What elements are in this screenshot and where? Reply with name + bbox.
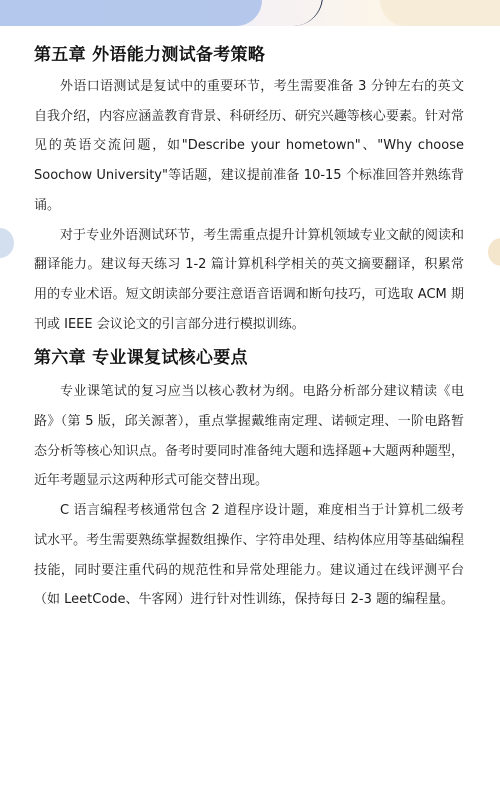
chapter-5-paragraph-1: 外语口语测试是复试中的重要环节，考生需要准备 3 分钟左右的英文自我介绍，内容应涵盖教育背景、科研经历、研究兴趣等核心要素。针对常见的英语交流问题，如"Describe your hometown"、"Why choose Soochow University"等话题，建议提前准备 10-15 个标准回答并熟练背诵。 [34,79,464,213]
chapter-6-paragraph-2: C 语言编程考核通常包含 2 道程序设计题，难度相当于计算机二级考试水平。考生需要熟练掌握数组操作、字符串处理、结构体应用等基础编程技能，同时要注重代码的规范性和异常处理能力。建议通过在线评测平台（如 LeetCode、牛客网）进行针对性训练，保持每日 2-3 题的编程量。 [34,503,464,608]
decorative-blue-shape [0,0,262,26]
document-content [34,40,464,615]
decorative-left-edge-shape [0,228,14,258]
decorative-beige-shape [380,0,500,26]
decorative-right-edge-shape [488,238,500,266]
chapter-5-heading: 第五章 外语能力测试备考策略 [34,45,266,65]
document-card [16,26,484,796]
chapter-5-section [34,40,464,339]
chapter-6-paragraph-1: 专业课笔试的复习应当以核心教材为纲。电路分析部分建议精读《电路》（第 5 版，邱关源著），重点掌握戴维南定理、诺顿定理、一阶电路暂态分析等核心知识点。备考时要同时准备纯大题和选择题+大题两种题型，近年考题显示这两种形式可能交替出现。 [34,384,464,489]
chapter-6-heading: 第六章 专业课复试核心要点 [34,348,248,369]
chapter-5-paragraph-2: 对于专业外语测试环节，考生需重点提升计算机领域专业文献的阅读和翻译能力。建议每天练习 1-2 篇计算机科学相关的英文摘要翻译，积累常用的专业术语。短文朗读部分要注意语音语调和断句技巧，可选取 ACM 期刊或 IEEE 会议论文的引言部分进行模拟训练。 [34,227,464,332]
chapter-6-section [34,343,464,615]
